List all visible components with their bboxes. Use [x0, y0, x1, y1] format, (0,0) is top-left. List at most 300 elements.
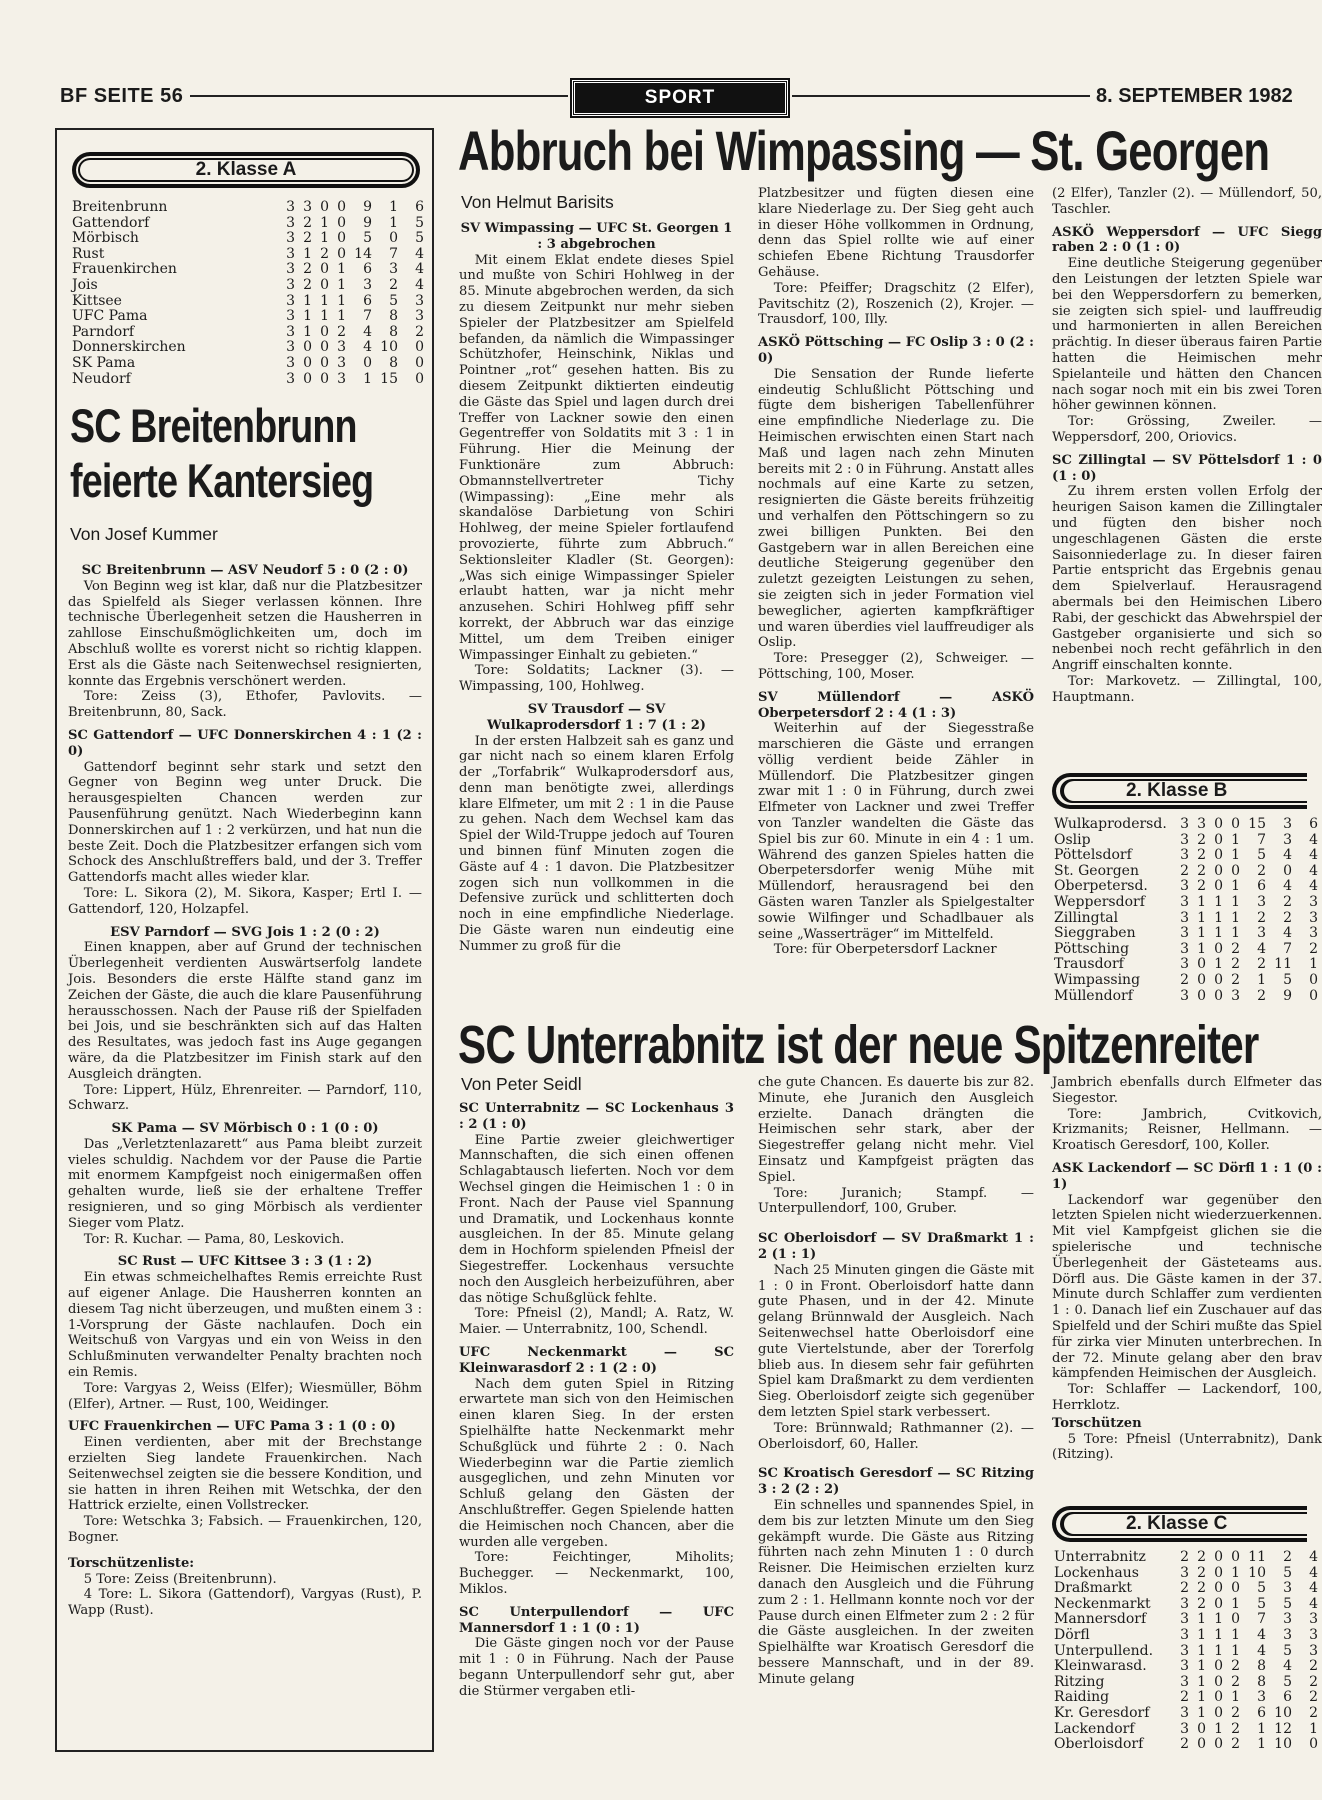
match-scorers: Tore: Brünnwald; Rathmanner (2). — Oberloisdorf, 60, Haller. — [758, 1420, 1034, 1452]
team-name: Kleinwarasd. — [1054, 1658, 1147, 1675]
table-cell: 0 — [1214, 1673, 1223, 1690]
table-row — [72, 262, 424, 278]
table-cell: 2 — [1257, 862, 1266, 879]
team-name: Kr. Geresdorf — [1054, 1704, 1150, 1721]
table-cell: 4 — [1309, 847, 1318, 864]
match-report: Ein schnelles und spannendes Spiel, in dem bis zur letzten Minute um den Sieg gekämpft wurde. Die Gäste aus Ritzing führten nach zehn Minuten 1 : 0 durch Reisner. Die Heimischen erzielten kurz danach den Ausgleich und die Führung zum 2 : 1. Hellmann konnte noch vor der Pause durch einen Elfmeter zum 2 : 2 für die Gäste ausgleichen. In der zweiten Spielhälfte war Kroatisch Geresdorf die bessere Mannschaft, und in der 89. Minute gelang — [758, 1497, 1034, 1687]
table-cell: 2 — [1309, 940, 1318, 957]
table-cell: 2 — [1180, 1736, 1189, 1753]
scorer-entry: 5 Tore: Zeiss (Breitenbrunn). — [83, 1571, 277, 1587]
table-cell: 3 — [286, 308, 295, 325]
table-cell: 1 — [320, 308, 329, 325]
table-cell: 2 — [1231, 1720, 1240, 1737]
table-cell: 6 — [1257, 878, 1266, 895]
team-name: Sieggraben — [1054, 925, 1136, 942]
table-cell: 5 — [1283, 1595, 1292, 1612]
table-cell: 2 — [1197, 1549, 1206, 1565]
table-cell: 1 — [303, 323, 312, 340]
table-row — [1054, 895, 1318, 911]
table-cell: 0 — [1231, 1580, 1240, 1597]
table-cell: 1 — [303, 245, 312, 262]
table-cell: 5 — [363, 230, 372, 247]
table-cell: 4 — [1309, 831, 1318, 848]
team-name: Wulkaprodersd. — [1054, 816, 1167, 832]
table-cell: 4 — [1309, 1580, 1318, 1597]
table-cell: 0 — [320, 354, 329, 371]
table-row — [1054, 911, 1318, 927]
klasse-b-title: 2. Klasse B — [1052, 773, 1307, 809]
table-cell: 1 — [1197, 1642, 1206, 1659]
table-cell: 0 — [303, 354, 312, 371]
table-cell: 2 — [1231, 1658, 1240, 1675]
table-cell: 5 — [1283, 1642, 1292, 1659]
table-cell: 12 — [1274, 1720, 1292, 1737]
table-cell: 4 — [1257, 1626, 1266, 1643]
match-heading: SK Pama — SV Mörbisch 0 : 1 (0 : 0) — [111, 1121, 379, 1137]
match-heading: ESV Parndorf — SVG Jois 1 : 2 (0 : 2) — [110, 924, 380, 940]
table-cell: 3 — [1309, 893, 1318, 910]
byline: Von Peter Seidl — [461, 1074, 582, 1094]
team-name: Mörbisch — [72, 230, 139, 247]
table-row — [1054, 1566, 1318, 1582]
article-column — [459, 214, 734, 1009]
match-scorers: Tor: Schlaffer — Lackendorf, 100, Herrklotz. — [1052, 1382, 1322, 1413]
table-cell: 3 — [286, 261, 295, 278]
table-cell: 3 — [1283, 816, 1292, 832]
table-cell: 6 — [1309, 816, 1318, 832]
table-cell: 0 — [1214, 1736, 1223, 1753]
table-cell: 1 — [337, 261, 346, 278]
match-report: Platzbesitzer und fügten diesen eine klare Niederlage zu. Der Sieg geht auch in dieser Höhe vollkommen in Ordnung, denn das Spiel rollte wie auf einer schiefen Ebene Richtung Trausdorfer Gehäuse. — [758, 186, 1034, 280]
team-name: SK Pama — [72, 354, 136, 371]
match-report: Eine Partie zweier gleichwertiger Mannschaften, die sich einen offenen Schlagabtausch lieferten. Noch vor dem Wechsel gingen die Heimischen 1 : 0 in Front. Nach der Pause viel Spannung und Dramatik, und Lockenhaus konnte ausgleichen. In der 85. Minute gelang dem in Hochform spielenden Pfneisl der Siegestreffer. Lockenhaus versuchte noch den Ausgleich herbeizuführen, aber das nötige Schußglück fehlte. — [459, 1132, 734, 1306]
table-cell: 0 — [320, 323, 329, 340]
match-scorers: Tor: Markovetz. — Zillingtal, 100, Hauptmann. — [1052, 673, 1322, 705]
team-name: Donnerskirchen — [72, 339, 186, 356]
table-cell: 1 — [1231, 1689, 1240, 1706]
table-cell: 2 — [1309, 1658, 1318, 1675]
table-row — [1054, 864, 1318, 880]
match-heading: SC Oberloisdorf — SV Draßmarkt 1 : 2 (1 : 1) — [758, 1231, 1034, 1262]
table-cell: 0 — [1309, 1736, 1318, 1753]
table-cell: 2 — [1197, 862, 1206, 879]
table-cell: 4 — [1309, 878, 1318, 895]
team-name: Rust — [72, 245, 105, 262]
table-cell: 3 — [1283, 1611, 1292, 1628]
table-cell: 0 — [1214, 878, 1223, 895]
table-cell: 3 — [286, 199, 295, 215]
table-cell: 3 — [1180, 893, 1189, 910]
table-cell: 8 — [389, 354, 398, 371]
klasse-c-title: 2. Klasse C — [1052, 1506, 1307, 1542]
match-report: Ein etwas schmeichelhaftes Remis erreichte Rust auf eigener Anlage. Die Hausherren konnten an diesem Tag nicht überzeugen, und mußten einem 3 : 1-Vorsprung der Gäste nachlaufen. Doch ein Weitschuß von Vargyas und ein von Weiss in den Schlußminuten verwandelter Penalty brachten noch ein Remis. — [68, 1270, 422, 1381]
match-heading: SC Zillingtal — SV Pöttelsdorf 1 : 0 (1 : 0) — [1052, 452, 1322, 484]
table-cell: 3 — [1180, 1564, 1189, 1581]
table-cell: 3 — [389, 261, 398, 278]
table-cell: 0 — [1309, 971, 1318, 988]
table-cell: 3 — [1180, 1642, 1189, 1659]
header-rule-left — [190, 95, 568, 97]
table-cell: 0 — [337, 214, 346, 231]
table-cell: 3 — [286, 245, 295, 262]
match-report: Eine deutliche Steigerung gegenüber den Leistungen der letzten Spiele war bei den Weppersdorfern zu bemerken, sie zeigten sich spiel- und lauffreudig und harmonierten in allen Bereichen prächtig. In dieser überaus fairen Partie hatten die Heimischen mehr Spielanteile und hätten den Chancen nach sogar noch mit ein bis zwei Toren höher gewinnen können. — [1052, 256, 1322, 414]
issue-date: 8. SEPTEMBER 1982 — [1096, 85, 1293, 107]
table-cell: 0 — [1197, 1736, 1206, 1753]
table-cell: 11 — [1274, 956, 1292, 973]
klasse-b-table — [1054, 817, 1318, 1004]
table-cell: 3 — [363, 276, 372, 293]
table-cell: 1 — [1231, 1642, 1240, 1659]
table-cell: 3 — [286, 339, 295, 356]
table-cell: 2 — [1197, 1564, 1206, 1581]
table-cell: 0 — [1214, 987, 1223, 1004]
table-cell: 1 — [337, 292, 346, 309]
scorer-list-title: Torschützen — [1052, 1415, 1142, 1431]
table-cell: 2 — [389, 276, 398, 293]
table-cell: 4 — [1283, 1658, 1292, 1675]
table-row — [72, 340, 424, 356]
table-cell: 3 — [303, 199, 312, 215]
match-scorers: Tore: Zeiss (3), Ethofer, Pavlovits. — Breitenbrunn, 80, Sack. — [68, 689, 422, 721]
table-cell: 0 — [320, 199, 329, 215]
table-row — [72, 216, 424, 232]
table-cell: 3 — [1197, 816, 1206, 832]
table-cell: 1 — [320, 292, 329, 309]
table-cell: 3 — [1180, 909, 1189, 926]
table-cell: 1 — [337, 276, 346, 293]
table-cell: 3 — [1180, 1626, 1189, 1643]
table-clip — [1054, 1549, 1318, 1760]
table-row — [1054, 957, 1318, 973]
table-cell: 3 — [286, 292, 295, 309]
table-cell: 0 — [320, 339, 329, 356]
table-cell: 3 — [1180, 956, 1189, 973]
table-cell: 2 — [1231, 940, 1240, 957]
match-scorers: Tore: Vargyas 2, Weiss (Elfer); Wiesmüller, Böhm (Elfer), Artner. — Rust, 100, Weidinger. — [68, 1380, 422, 1412]
team-name: Müllendorf — [1054, 987, 1133, 1004]
table-cell: 3 — [1180, 1611, 1189, 1628]
table-cell: 3 — [1180, 1595, 1189, 1612]
table-cell: 2 — [1231, 971, 1240, 988]
table-cell: 5 — [1283, 971, 1292, 988]
table-cell: 5 — [415, 214, 424, 231]
table-cell: 0 — [1214, 1704, 1223, 1721]
table-cell: 0 — [1231, 816, 1240, 832]
table-cell: 4 — [363, 323, 372, 340]
table-cell: 3 — [415, 308, 424, 325]
table-cell: 15 — [380, 370, 398, 387]
team-name: Oberpetersd. — [1054, 878, 1148, 895]
table-cell: 8 — [389, 308, 398, 325]
match-report: Jambrich ebenfalls durch Elfmeter das Siegestor. — [1052, 1075, 1322, 1106]
table-row — [1054, 1737, 1318, 1753]
table-cell: 0 — [415, 339, 424, 356]
article-headline-line1: SC Breitenbrunn — [70, 399, 357, 452]
match-report: Gattendorf beginnt sehr stark und setzt den Gegner von Beginn weg unter Druck. Die herausgespielten Chancen werden zur Pausenführung genützt. Nach Wiederbeginn kann Donnerskirchen auf 1 : 2 verkürzen, und hat nun die beste Zeit. Doch die Platzbesitzer erfangen sich vom Schock des Anschlußtreffers bald, und der 3. Treffer Gattendorfs macht alles wieder klar. — [68, 759, 422, 886]
section-banner: SPORT — [572, 80, 788, 116]
table-cell: 7 — [1283, 940, 1292, 957]
table-cell: 4 — [1283, 925, 1292, 942]
table-cell: 15 — [1248, 816, 1266, 832]
table-cell: 1 — [1257, 1736, 1266, 1753]
team-name: Ritzing — [1054, 1673, 1105, 1690]
table-cell: 9 — [363, 214, 372, 231]
match-scorers: Tore: Soldatits; Lackner (3). — Wimpassing, 100, Hohlweg. — [459, 663, 734, 695]
table-row — [1054, 942, 1318, 958]
table-cell: 3 — [1180, 1673, 1189, 1690]
team-name: Unterpullend. — [1054, 1642, 1154, 1659]
article-column — [758, 186, 1034, 1009]
table-cell: 0 — [1214, 1564, 1223, 1581]
table-cell: 0 — [337, 230, 346, 247]
match-scorers: Tor: R. Kuchar. — Pama, 80, Leskovich. — [83, 1231, 345, 1247]
klasse-a-table — [72, 200, 424, 387]
match-heading: UFC Neckenmarkt — SC Kleinwarasdorf 2 : 1 (2 : 0) — [459, 1344, 734, 1376]
match-heading: SC Unterpullendorf — UFC Mannersdorf 1 : 1 (0 : 1) — [459, 1604, 734, 1636]
team-name: Weppersdorf — [1054, 893, 1145, 910]
table-cell: 1 — [1231, 847, 1240, 864]
table-row — [1054, 1612, 1318, 1628]
team-name: Zillingtal — [1054, 909, 1119, 926]
match-scorers: Tore: Wetschka 3; Fabsich. — Frauenkirchen, 120, Bogner. — [68, 1514, 422, 1546]
table-cell: 3 — [286, 370, 295, 387]
table-cell: 2 — [337, 323, 346, 340]
table-cell: 0 — [337, 199, 346, 215]
article-headline: SC Unterrabnitz ist der neue Spitzenreiter — [458, 1015, 1259, 1075]
table-cell: 1 — [320, 214, 329, 231]
table-cell: 3 — [1257, 1689, 1266, 1706]
table-cell: 3 — [1180, 816, 1189, 832]
match-heading: SV Müllendorf — ASKÖ Oberpetersdorf 2 : 4 (1 : 3) — [758, 689, 1034, 721]
table-cell: 0 — [1197, 987, 1206, 1004]
table-row — [72, 372, 424, 388]
table-cell: 1 — [1197, 1658, 1206, 1675]
table-cell: 1 — [1231, 1564, 1240, 1581]
article-column — [1052, 186, 1322, 766]
byline: Von Helmut Barisits — [461, 192, 614, 212]
table-cell: 1 — [337, 308, 346, 325]
table-cell: 3 — [1309, 1611, 1318, 1628]
match-heading: SC Rust — UFC Kittsee 3 : 3 (1 : 2) — [117, 1254, 373, 1270]
table-cell: 4 — [363, 339, 372, 356]
table-cell: 1 — [1197, 1689, 1206, 1706]
scorer-list-title: Torschützenliste: — [68, 1555, 195, 1571]
table-cell: 2 — [1257, 987, 1266, 1004]
table-cell: 0 — [363, 354, 372, 371]
table-row — [1054, 973, 1318, 989]
match-heading: SC Kroatisch Geresdorf — SC Ritzing 3 : 2 (2 : 2) — [758, 1466, 1034, 1498]
table-cell: 10 — [1248, 1564, 1266, 1581]
table-cell: 1 — [363, 370, 372, 387]
column-clip — [1052, 1075, 1322, 1490]
table-cell: 3 — [337, 354, 346, 371]
scorer-entry: 4 Tore: L. Sikora (Gattendorf), Vargyas (Rust), P. Wapp (Rust). — [68, 1587, 422, 1619]
table-cell: 2 — [320, 245, 329, 262]
table-row — [1054, 1550, 1318, 1566]
match-report: Nach dem guten Spiel in Ritzing erwartete man sich von den Heimischen einen klaren Sieg. In der ersten Spielhälfte hatte Neckenmarkt mehr Schußglück und führte 2 : 0. Nach Wiederbeginn war die Partie ziemlich ausgeglichen, und zehn Minuten vor Schluß gelang den Gästen der Anschlußtreffer. Gegen Spielende hatten die Heimischen noch Chancen, aber die wurden alle vergeben. — [459, 1376, 734, 1550]
table-cell: 3 — [1180, 1658, 1189, 1675]
table-cell: 7 — [1257, 831, 1266, 848]
match-scorers: Tore: Pfneisl (2), Mandl; A. Ratz, W. Maier. — Unterrabnitz, 100, Schendl. — [459, 1306, 734, 1338]
table-cell: 3 — [337, 339, 346, 356]
table-cell: 1 — [1214, 1626, 1223, 1643]
table-cell: 1 — [1231, 1595, 1240, 1612]
team-name: Mannersdorf — [1054, 1611, 1147, 1628]
table-row — [72, 231, 424, 247]
table-cell: 2 — [1197, 1580, 1206, 1597]
match-heading: SC Unterrabnitz — SC Lockenhaus 3 : 2 (1 : 0) — [459, 1101, 734, 1132]
table-cell: 2 — [1231, 956, 1240, 973]
team-name: Pöttelsdorf — [1054, 847, 1132, 864]
table-cell: 2 — [1257, 956, 1266, 973]
table-cell: 2 — [1309, 1689, 1318, 1706]
match-scorers: Tore: Juranich; Stampf. — Unterpullendorf, 100, Gruber. — [758, 1185, 1034, 1217]
team-name: Dörfl — [1054, 1626, 1090, 1643]
team-name: Breitenbrunn — [72, 199, 168, 215]
table-cell: 1 — [389, 214, 398, 231]
table-cell: 4 — [1309, 862, 1318, 879]
match-report: che gute Chancen. Es dauerte bis zur 82. Minute, ehe Juranich den Ausgleich erzielte. Danach drängten die Heimischen sehr stark, aber der Siegestreffer gelang nicht mehr. Viel Einsatz und Kampfgeist prägten das Spiel. — [758, 1075, 1034, 1185]
table-cell: 2 — [1197, 831, 1206, 848]
table-row — [1054, 1675, 1318, 1691]
table-cell: 8 — [1257, 1658, 1266, 1675]
article-column — [758, 1075, 1034, 1750]
table-cell: 3 — [1180, 878, 1189, 895]
table-cell: 5 — [1257, 1580, 1266, 1597]
table-row — [72, 200, 424, 216]
table-cell: 5 — [1283, 1564, 1292, 1581]
table-cell: 0 — [1214, 862, 1223, 879]
table-cell: 4 — [415, 261, 424, 278]
table-cell: 2 — [303, 214, 312, 231]
match-scorers: Tor: Grössing, Zweiler. — Weppersdorf, 200, Oriovics. — [1052, 414, 1322, 445]
table-cell: 1 — [320, 230, 329, 247]
match-report: Mit einem Eklat endete dieses Spiel und mußte von Schiri Hohlweg in der 85. Minute abgebrochen werden, da sich zu diesem Zeitpunkt nur mehr sieben Spieler der Platzbesitzer am Spielfeld befanden, da nämlich die Wimpassinger Schützhofer, Heinschink, Niklas und Pointner „rot“ gesehen hatten. Bis zu diesem Zeitpunkt diktierten eindeutig die Gäste das Spiel und lagen durch drei Treffer von Lackner sowie den einen Gegentreffer von Soldatits mit 3 : 1 in Führung. Hier die Meinung der Funktionäre zum Abbruch: Obmannstellvertreter Tichy (Wimpassing): „Eine mehr als skandalöse Darbietung von Schiri Hohlweg, der meine Spieler fortlaufend provozierte, führte zum Abbruch.“ Sektionsleiter Kladler (St. Georgen): „Was sich einige Wimpassinger Spieler erlaubt hatten, war ja nicht mehr anzusehen. Schiri Hohlweg pfiff sehr korrekt, der Abbruch war das einzige Mittel, um dem Treiben einiger Wimpassinger Einhalt zu gebieten.“ — [459, 252, 734, 663]
table-cell: 1 — [1197, 1611, 1206, 1628]
table-cell: 1 — [1197, 1673, 1206, 1690]
table-cell: 3 — [286, 354, 295, 371]
table-cell: 1 — [1309, 1720, 1318, 1737]
table-cell: 2 — [415, 323, 424, 340]
team-name: Wimpassing — [1054, 971, 1141, 988]
table-cell: 6 — [1283, 1689, 1292, 1706]
table-cell: 3 — [1257, 893, 1266, 910]
table-cell: 10 — [380, 339, 398, 356]
table-row — [1054, 926, 1318, 942]
match-scorers: Tore: L. Sikora (2), M. Sikora, Kasper; Ertl I. — Gattendorf, 120, Holzapfel. — [68, 885, 422, 917]
table-cell: 1 — [1257, 971, 1266, 988]
table-cell: 0 — [1214, 1658, 1223, 1675]
table-cell: 0 — [1214, 971, 1223, 988]
team-name: Gattendorf — [72, 214, 150, 231]
table-cell: 9 — [1283, 987, 1292, 1004]
team-name: Pöttsching — [1054, 940, 1130, 957]
table-row — [72, 325, 424, 341]
table-cell: 3 — [1257, 925, 1266, 942]
match-report: Die Sensation der Runde lieferte eindeutig Schlußlicht Pöttsching und fügte dem bisherigen Tabellenführer eine empfindliche Niederlage zu. Die Heimischen erwischten einen Start nach Maß und lagen nach zehn Minuten bereits mit 2 : 0 in Führung. Anstatt alles nochmals auf eine Karte zu setzen, resignierten die Gäste bereits frühzeitig und verhalfen den Pöttschingern so zu zwei billigen Punkten. Bei den Gastgebern war in allen Bereichen eine deutliche Steigerung gegenüber den zuletzt gezeigten Leistungen zu sehen, sie zeigten sich in jeder Formation viel beweglicher, agierten kampfkräftiger und waren überdies viel lauffreudiger als Oslip. — [758, 366, 1034, 651]
table-row — [1054, 848, 1318, 864]
table-cell: 0 — [415, 370, 424, 387]
table-cell: 2 — [1180, 862, 1189, 879]
team-name: Kittsee — [72, 292, 122, 309]
table-cell: 2 — [303, 230, 312, 247]
table-cell: 4 — [1309, 1549, 1318, 1565]
table-cell: 3 — [1180, 1720, 1189, 1737]
table-cell: 0 — [1214, 1580, 1223, 1597]
team-name: Draßmarkt — [1054, 1580, 1133, 1597]
table-cell: 2 — [1180, 971, 1189, 988]
table-cell: 4 — [1309, 1564, 1318, 1581]
match-heading: SC Breitenbrunn — ASV Neudorf 5 : 0 (2 : 0) — [81, 563, 409, 578]
match-scorers: Tore: Lippert, Hülz, Ehrenreiter. — Parndorf, 110, Schwarz. — [68, 1082, 422, 1114]
table-row — [1054, 1644, 1318, 1660]
table-cell: 1 — [1197, 1626, 1206, 1643]
table-cell: 3 — [337, 370, 346, 387]
team-name: Oslip — [1054, 831, 1091, 848]
table-row — [72, 278, 424, 294]
table-cell: 2 — [1197, 847, 1206, 864]
team-name: Lackendorf — [1054, 1720, 1135, 1737]
match-report: Das „Verletztenlazarett“ aus Pama bleibt zurzeit vieles schuldig. Nachdem vor der Pause die Partie mit enormem Kampfgeist noch einigermaßen offen gehalten wurde, ließ sie der erhaltene Treffer resignieren, und so ging Mörbisch als verdienter Sieger vom Platz. — [68, 1136, 422, 1231]
match-report: Weiterhin auf der Siegesstraße marschieren die Gäste und errangen völlig verdient beide Zähler in Müllendorf. Die Platzbesitzer gingen zwar mit 1 : 0 in Führung, durch zwei Elfmeter von Lackner und zwei Treffer von Tanzler wandelten die Gäste das Spiel bis zur 60. Minute in ein 4 : 1 um. Während des ganzen Spieles hatten die Oberpetersdorfer wenig Mühe mit Müllendorf, herausragend bei den Gästen waren Tanzler als Spielgestalter sowie Wilfinger und Schadlbauer als seine „Wasserträger“ im Mittelfeld. — [758, 721, 1034, 942]
table-cell: 0 — [1214, 831, 1223, 848]
table-cell: 2 — [1180, 1580, 1189, 1597]
table-cell: 0 — [303, 370, 312, 387]
table-cell: 0 — [320, 370, 329, 387]
table-clip — [1054, 816, 1318, 1012]
table-cell: 8 — [389, 323, 398, 340]
match-report: Die Gäste gingen noch vor der Pause mit 1 : 0 in Führung. Nach der Pause begann Unterpullendorf sehr gut, aber die Stürmer vergaben etli- — [459, 1636, 734, 1699]
table-cell: 3 — [286, 323, 295, 340]
table-cell: 4 — [1283, 878, 1292, 895]
table-cell: 0 — [320, 276, 329, 293]
match-scorers: Tore: Feichtinger, Miholits; Buchegger. — Neckenmarkt, 100, Miklos. — [459, 1550, 734, 1597]
table-cell: 0 — [1214, 1549, 1223, 1565]
table-cell: 2 — [1231, 1673, 1240, 1690]
table-row — [1054, 879, 1318, 895]
match-scorers: Tore: Pfeiffer; Dragschitz (2 Elfer), Pavitschitz (2), Roszenich (2), Krojer. — Trausdorf, 100, Illy. — [758, 280, 1034, 328]
table-row — [1054, 1628, 1318, 1644]
table-cell: 1 — [1231, 893, 1240, 910]
table-cell: 0 — [1197, 1720, 1206, 1737]
table-cell: 1 — [1197, 893, 1206, 910]
table-cell: 0 — [320, 261, 329, 278]
table-row — [72, 294, 424, 310]
table-cell: 14 — [354, 245, 372, 262]
match-heading: UFC Frauenkirchen — UFC Pama 3 : 1 (0 : 0) — [68, 1419, 396, 1435]
table-cell: 1 — [1214, 1720, 1223, 1737]
table-cell: 0 — [389, 230, 398, 247]
table-row — [1054, 1597, 1318, 1613]
table-row — [1054, 1706, 1318, 1722]
table-cell: 5 — [389, 292, 398, 309]
headline-clip — [458, 1014, 1307, 1080]
byline: Von Josef Kummer — [70, 524, 218, 544]
table-cell: 2 — [1180, 1689, 1189, 1706]
table-cell: 7 — [1257, 1611, 1266, 1628]
table-cell: 3 — [1180, 925, 1189, 942]
match-scorers: (2 Elfer), Tanzler (2). — Müllendorf, 50, Taschler. — [1052, 186, 1322, 217]
table-cell: 2 — [1309, 1704, 1318, 1721]
table-cell: 2 — [1257, 909, 1266, 926]
table-cell: 0 — [303, 339, 312, 356]
match-report: Zu ihrem ersten vollen Erfolg der heurigen Saison kamen die Zillingtaler und fügten den bisher noch ungeschlagenen Gästen die erste Saisonniederlage zu. In dieser fairen Partie entspricht das Ergebnis genau dem Spielverlauf. Herausragend abermals bei den Heimischen Libero Rabi, der geschickt das Abwehrspiel der Gastgeber organisierte und sich so nebenbei noch recht gefährlich in den Angriff einschalten konnte. — [1052, 484, 1322, 674]
table-row — [72, 247, 424, 263]
table-cell: 1 — [303, 292, 312, 309]
table-cell: 1 — [1257, 1720, 1266, 1737]
table-row — [1054, 989, 1318, 1005]
table-cell: 1 — [303, 308, 312, 325]
